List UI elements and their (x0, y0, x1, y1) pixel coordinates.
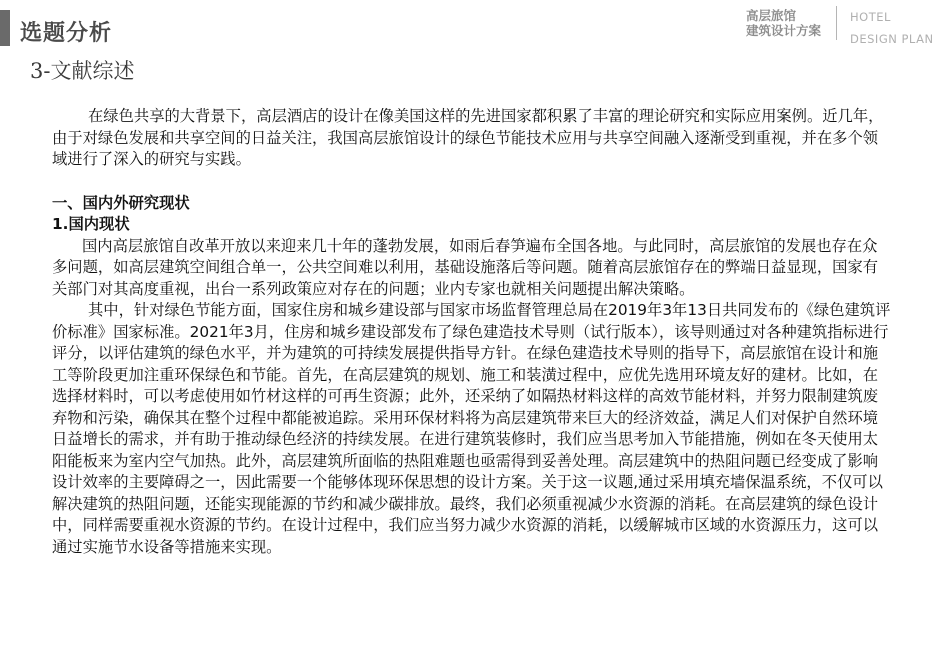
brand-block (746, 8, 821, 38)
paragraph-green-energy: 其中，针对绿色节能方面，国家住房和城乡建设部与国家市场监督管理总局在2019年3年13日共同发布的《绿色建筑评价标准》国家标准。2021年3月，住房和城乡建设部发布了绿色建造技术导则（试行版本），该导则通过对各种建筑指标进行评分，以评估建筑的绿色水平，并为建筑的可持续发展提供指导方针。在绿色建造技术导则的指导下，高层旅馆在设计和施工等阶段更加注重环保绿色和节能。首先，在高层建筑的规划、施工和装潢过程中，应优先选用环境友好的建材。比如，在选择材料时，可以考虑使用如竹材这样的可再生资源；此外，还采纳了如隔热材料这样的高效节能材料，并努力限制建筑废弃物和污染，确保其在整个过程中都能被追踪。采用环保材料将为高层建筑带来巨大的经济效益，满足人们对保护自然环境日益增长的需求，并有助于推动绿色经济的持续发展。在进行建筑装修时，我们应当思考加入节能措施，例如在冬天使用太阳能板来为室内空气加热。此外，高层建筑所面临的热阻难题也亟需得到妥善处理。高层建筑中的热阻问题已经变成了影响设计效率的主要障碍之一，因此需要一个能够体现环保思想的设计方案。关于这一议题,通过采用填充墙保温系统，不仅可以解决建筑的热阻问题，还能实现能源的节约和减少碳排放。最终，我们必须重视减少水资源的消耗。在高层建筑的绿色设计中，同样需要重视水资源的节约。在设计过程中，我们应当努力减少水资源的消耗，以缓解城市区域的水资源压力，这可以通过实施节水设备等措施来实现。 (52, 301, 891, 556)
document-body (52, 106, 892, 558)
brand-english-block (850, 6, 934, 50)
title-accent-bar (0, 10, 10, 46)
brand-en-line-1: HOTEL (850, 10, 891, 24)
brand-divider (836, 6, 837, 40)
paragraph-gap (52, 171, 892, 193)
brand-line-2: 建筑设计方案 (746, 23, 822, 38)
brand-line-1: 高层旅馆 (746, 8, 797, 23)
slide-subtitle: 3-文献综述 (30, 59, 135, 83)
brand-en-line-2: DESIGN PLAN (850, 32, 934, 46)
paragraph-domestic-status: 国内高层旅馆自改革开放以来迎来几十年的蓬勃发展，如雨后春笋遍布全国各地。与此同时，高层旅馆的发展也存在众多问题，如高层建筑空间组合单一，公共空间难以利用，基础设施落后等问题。随着高层旅馆存在的弊端日益显现，国家有关部门对其高度重视，出台一系列政策应对存在的问题；业内专家也就相关问题提出解决策略。 (52, 236, 879, 298)
slide-title: 选题分析 (20, 21, 113, 46)
subsection-heading: 1.国内现状 (52, 215, 130, 233)
intro-paragraph: 在绿色共享的大背景下，高层酒店的设计在像美国这样的先进国家都积累了丰富的理论研究和实际应用案例。近几年，由于对绿色发展和共享空间的日益关注，我国高层旅馆设计的绿色节能技术应用与共享空间融入逐渐受到重视，并在多个领域进行了深入的研究与实践。 (52, 107, 884, 168)
section-heading: 一、国内外研究现状 (52, 193, 190, 212)
